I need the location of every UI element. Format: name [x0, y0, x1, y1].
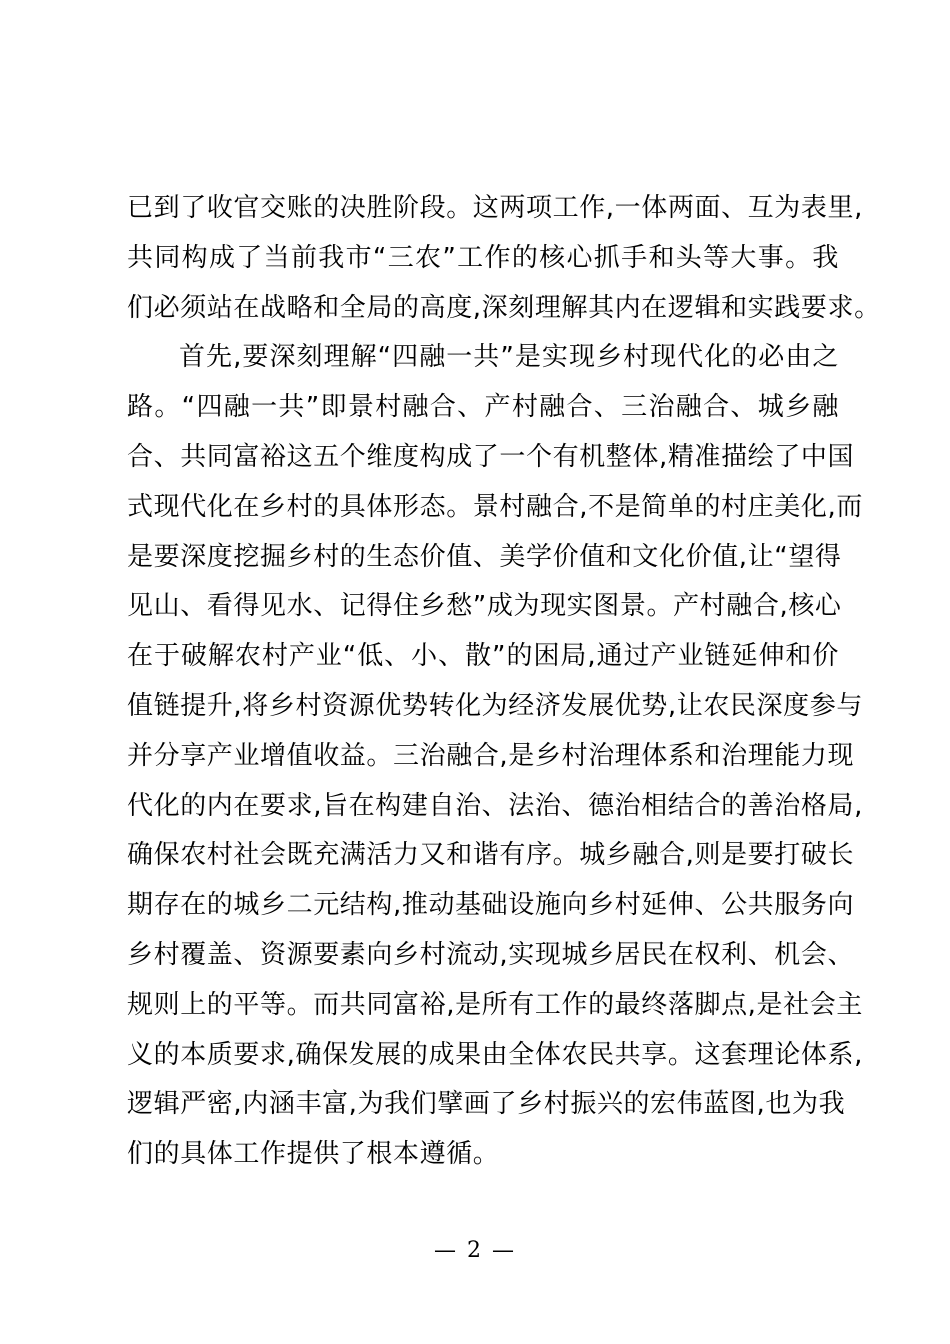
text-line: 逻辑严密,内涵丰富,为我们擘画了乡村振兴的宏伟蓝图,也为我: [127, 1089, 846, 1120]
text-line: 首先,要深刻理解“四融一共”是实现乡村现代化的必由之: [179, 342, 839, 373]
text-line: 合、共同富裕这五个维度构成了一个有机整体,精准描绘了中国: [127, 441, 855, 472]
text-line: 路。“四融一共”即景村融合、产村融合、三治融合、城乡融: [127, 392, 839, 423]
text-line: 们必须站在战略和全局的高度,深刻理解其内在逻辑和实践要求。: [127, 292, 881, 323]
text-line: 已到了收官交账的决胜阶段。这两项工作,一体两面、互为表里,: [127, 193, 863, 223]
text-line: 确保农村社会既充满活力又和谐有序。城乡融合,则是要打破长: [127, 840, 855, 871]
text-line: 共同构成了当前我市“三农”工作的核心抓手和头等大事。我: [127, 242, 839, 273]
text-line: 代化的内在要求,旨在构建自治、法治、德治相结合的善治格局,: [127, 790, 863, 821]
text-line: 义的本质要求,确保发展的成果由全体农民共享。这套理论体系,: [127, 1039, 863, 1070]
text-line: 值链提升,将乡村资源优势转化为经济发展优势,让农民深度参与: [127, 690, 863, 721]
text-line: 见山、看得见水、记得住乡愁”成为现实图景。产村融合,核心: [127, 591, 842, 622]
page-number: — 2 —: [434, 1238, 516, 1263]
text-line: 期存在的城乡二元结构,推动基础设施向乡村延伸、公共服务向: [127, 890, 855, 921]
text-line: 乡村覆盖、资源要素向乡村流动,实现城乡居民在权利、机会、: [127, 939, 855, 970]
text-line: 式现代化在乡村的具体形态。景村融合,不是简单的村庄美化,而: [127, 491, 863, 522]
body-text: [127, 184, 881, 1180]
text-line: 在于破解农村产业“低、小、散”的困局,通过产业链延伸和价: [127, 641, 839, 672]
text-line: 并分享产业增值收益。三治融合,是乡村治理体系和治理能力现: [127, 740, 855, 771]
text-line: 们的具体工作提供了根本遵循。: [127, 1139, 500, 1170]
text-line: 规则上的平等。而共同富裕,是所有工作的最终落脚点,是社会主: [127, 989, 863, 1020]
text-line: 是要深度挖掘乡村的生态价值、美学价值和文化价值,让“望得: [127, 541, 842, 572]
